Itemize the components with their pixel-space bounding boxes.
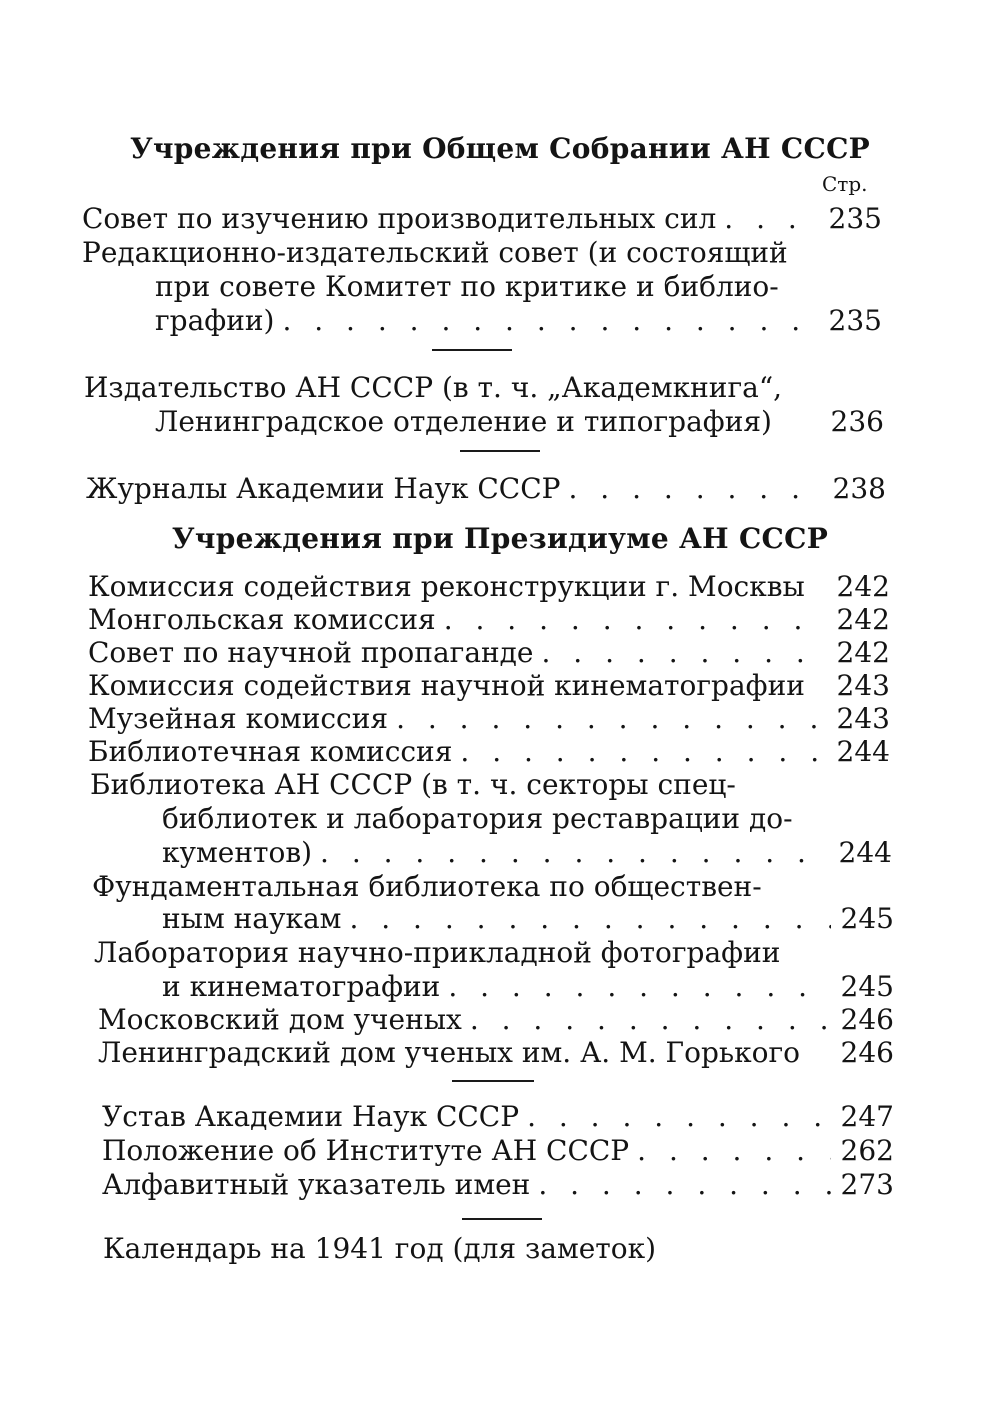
toc-entry-title: Музейная комиссия — [88, 702, 389, 735]
toc-entry-title: Московский дом ученых — [98, 1003, 462, 1036]
toc-entry — [88, 735, 890, 768]
toc-entry-page: 235 — [828, 304, 882, 337]
leader-dots — [282, 304, 818, 337]
toc-entry — [162, 970, 894, 1003]
toc-entry-title: Совет по изучению производительных сил — [82, 202, 717, 235]
leader-dots — [538, 1168, 830, 1201]
toc-entry — [88, 570, 890, 603]
toc-entry-page: 236 — [830, 405, 884, 438]
toc-entry-page: 235 — [828, 202, 882, 235]
toc-entry-title: Алфавитный указатель имен — [102, 1168, 531, 1201]
leader-dots — [444, 603, 827, 636]
toc-entry-title-cont: графии) — [155, 304, 275, 337]
toc-entry-title: Комиссия содействия научной кинематографии — [88, 669, 805, 702]
toc-entry-page: 238 — [832, 472, 886, 505]
section-heading-general-assembly: Учреждения при Общем Собрании АН СССР — [129, 132, 871, 165]
toc-entry — [86, 472, 886, 505]
leader-dots — [637, 1134, 830, 1167]
toc-entry-page: 244 — [838, 836, 892, 869]
page-column-label: Стр. — [822, 172, 868, 196]
toc-entry-page: 242 — [836, 570, 890, 603]
toc-entry-page: 245 — [840, 902, 894, 935]
leader-dots — [527, 1100, 830, 1133]
leader-dots — [448, 970, 830, 1003]
toc-entry-title-cont: Ленинградское отделение и типография) — [155, 405, 772, 438]
toc-entry-page: 247 — [840, 1100, 894, 1133]
leader-dots — [349, 902, 830, 935]
toc-entry — [155, 304, 882, 337]
toc-entry — [98, 1036, 894, 1069]
separator — [460, 450, 540, 452]
toc-entry-title-cont: кументов) — [162, 836, 313, 869]
toc-entry-page: 243 — [836, 702, 890, 735]
toc-entry-title-cont: и кинематографии — [162, 970, 441, 1003]
toc-entry-title: Совет по научной пропаганде — [88, 636, 534, 669]
leader-dots — [470, 1003, 831, 1036]
leader-dots — [320, 836, 829, 869]
toc-entry-page: 262 — [840, 1134, 894, 1167]
leader-dots — [724, 202, 818, 235]
leader-dots — [541, 636, 826, 669]
toc-entry-page: 242 — [836, 636, 890, 669]
toc-entry-title: Ленинградский дом ученых им. А. М. Горького — [98, 1036, 800, 1069]
toc-entry-title: Монгольская комиссия — [88, 603, 436, 636]
toc-entry — [88, 603, 890, 636]
toc-entry-title: Библиотечная комиссия — [88, 735, 453, 768]
separator — [452, 1080, 534, 1082]
toc-entry-page: 243 — [836, 669, 890, 702]
toc-entry — [98, 1003, 894, 1036]
toc-entry-title-cont: при совете Комитет по критике и библио- — [155, 270, 779, 303]
toc-entry-title: Издательство АН СССР (в т. ч. „Академкнига“, — [84, 371, 783, 404]
toc-entry — [88, 669, 890, 702]
toc-entry-title: Фундаментальная библиотека по обществен- — [92, 870, 762, 903]
toc-entry-title: Библиотека АН СССР (в т. ч. секторы спец- — [90, 768, 736, 801]
separator — [432, 349, 512, 351]
toc-entry-title: Редакционно-издательский совет (и состоящий — [82, 236, 788, 269]
toc-entry — [162, 836, 892, 869]
toc-entry — [155, 405, 884, 438]
toc-entry — [102, 1100, 894, 1133]
toc-entry-title: Комиссия содействия реконструкции г. Москвы — [88, 570, 805, 603]
toc-entry — [162, 902, 894, 935]
toc-entry-page: 245 — [840, 970, 894, 1003]
toc-entry-page: 246 — [840, 1003, 894, 1036]
calendar-note: Календарь на 1941 год (для заметок) — [103, 1232, 657, 1265]
toc-entry — [82, 202, 882, 235]
toc-entry-title: Положение об Институте АН СССР — [102, 1134, 630, 1167]
toc-entry-title: Журналы Академии Наук СССР — [86, 472, 561, 505]
toc-entry-title-cont: библиотек и лаборатория реставрации до- — [162, 802, 793, 835]
toc-entry-title: Устав Академии Наук СССР — [102, 1100, 520, 1133]
leader-dots — [569, 472, 823, 505]
toc-entry — [102, 1134, 894, 1167]
separator — [462, 1218, 542, 1220]
leader-dots — [460, 735, 826, 768]
toc-entry-title: Лаборатория научно-прикладной фотографии — [94, 936, 781, 969]
toc-entry — [88, 702, 890, 735]
leader-dots — [396, 702, 826, 735]
toc-entry — [88, 636, 890, 669]
toc-entry-title-cont: ным наукам — [162, 902, 342, 935]
toc-entry-page: 242 — [836, 603, 890, 636]
section-heading-presidium: Учреждения при Президиуме АН СССР — [171, 522, 829, 555]
toc-entry — [102, 1168, 894, 1201]
toc-entry-page: 273 — [840, 1168, 894, 1201]
toc-entry-page: 244 — [836, 735, 890, 768]
toc-entry-page: 246 — [840, 1036, 894, 1069]
